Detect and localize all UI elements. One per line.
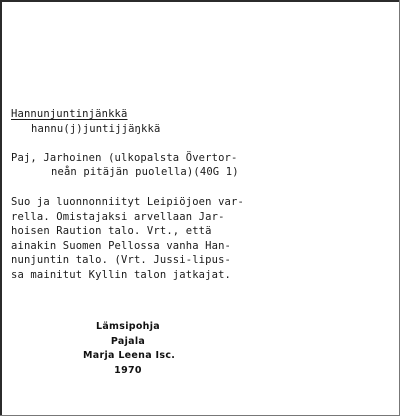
collector-stamp [83,320,176,378]
stamp-parish: Pajala [110,335,146,347]
card-top-edge [0,0,400,2]
stamp-year: 1970 [114,364,142,376]
card-left-edge [0,0,2,416]
reference-line-1: Paj, Jarhoinen (ulkopalsta Övertor- [11,152,238,164]
stamp-village: Lämsipohja [95,321,161,332]
stamp-collector: Marja Leena Isc. [83,350,176,361]
reference-line-2: neån pitäjän puolella)(40G 1) [51,166,239,178]
description-text: Suo ja luonnonniityt Leipiöjoen var- rella. Omistajaksi arvellaan Jar- hoisen Raution talo. Vrt., että ainakin Suomen Pellossa vanha Han- nunjuntin talo. (Vrt. Jussi-lipus- sa mainitut Kyllin talon jatkajat. [11,196,244,281]
headword: Hannunjuntinjänkkä [11,108,128,120]
phonetic-transcription: hannu(j)juntijjäŋkkä [31,123,161,135]
